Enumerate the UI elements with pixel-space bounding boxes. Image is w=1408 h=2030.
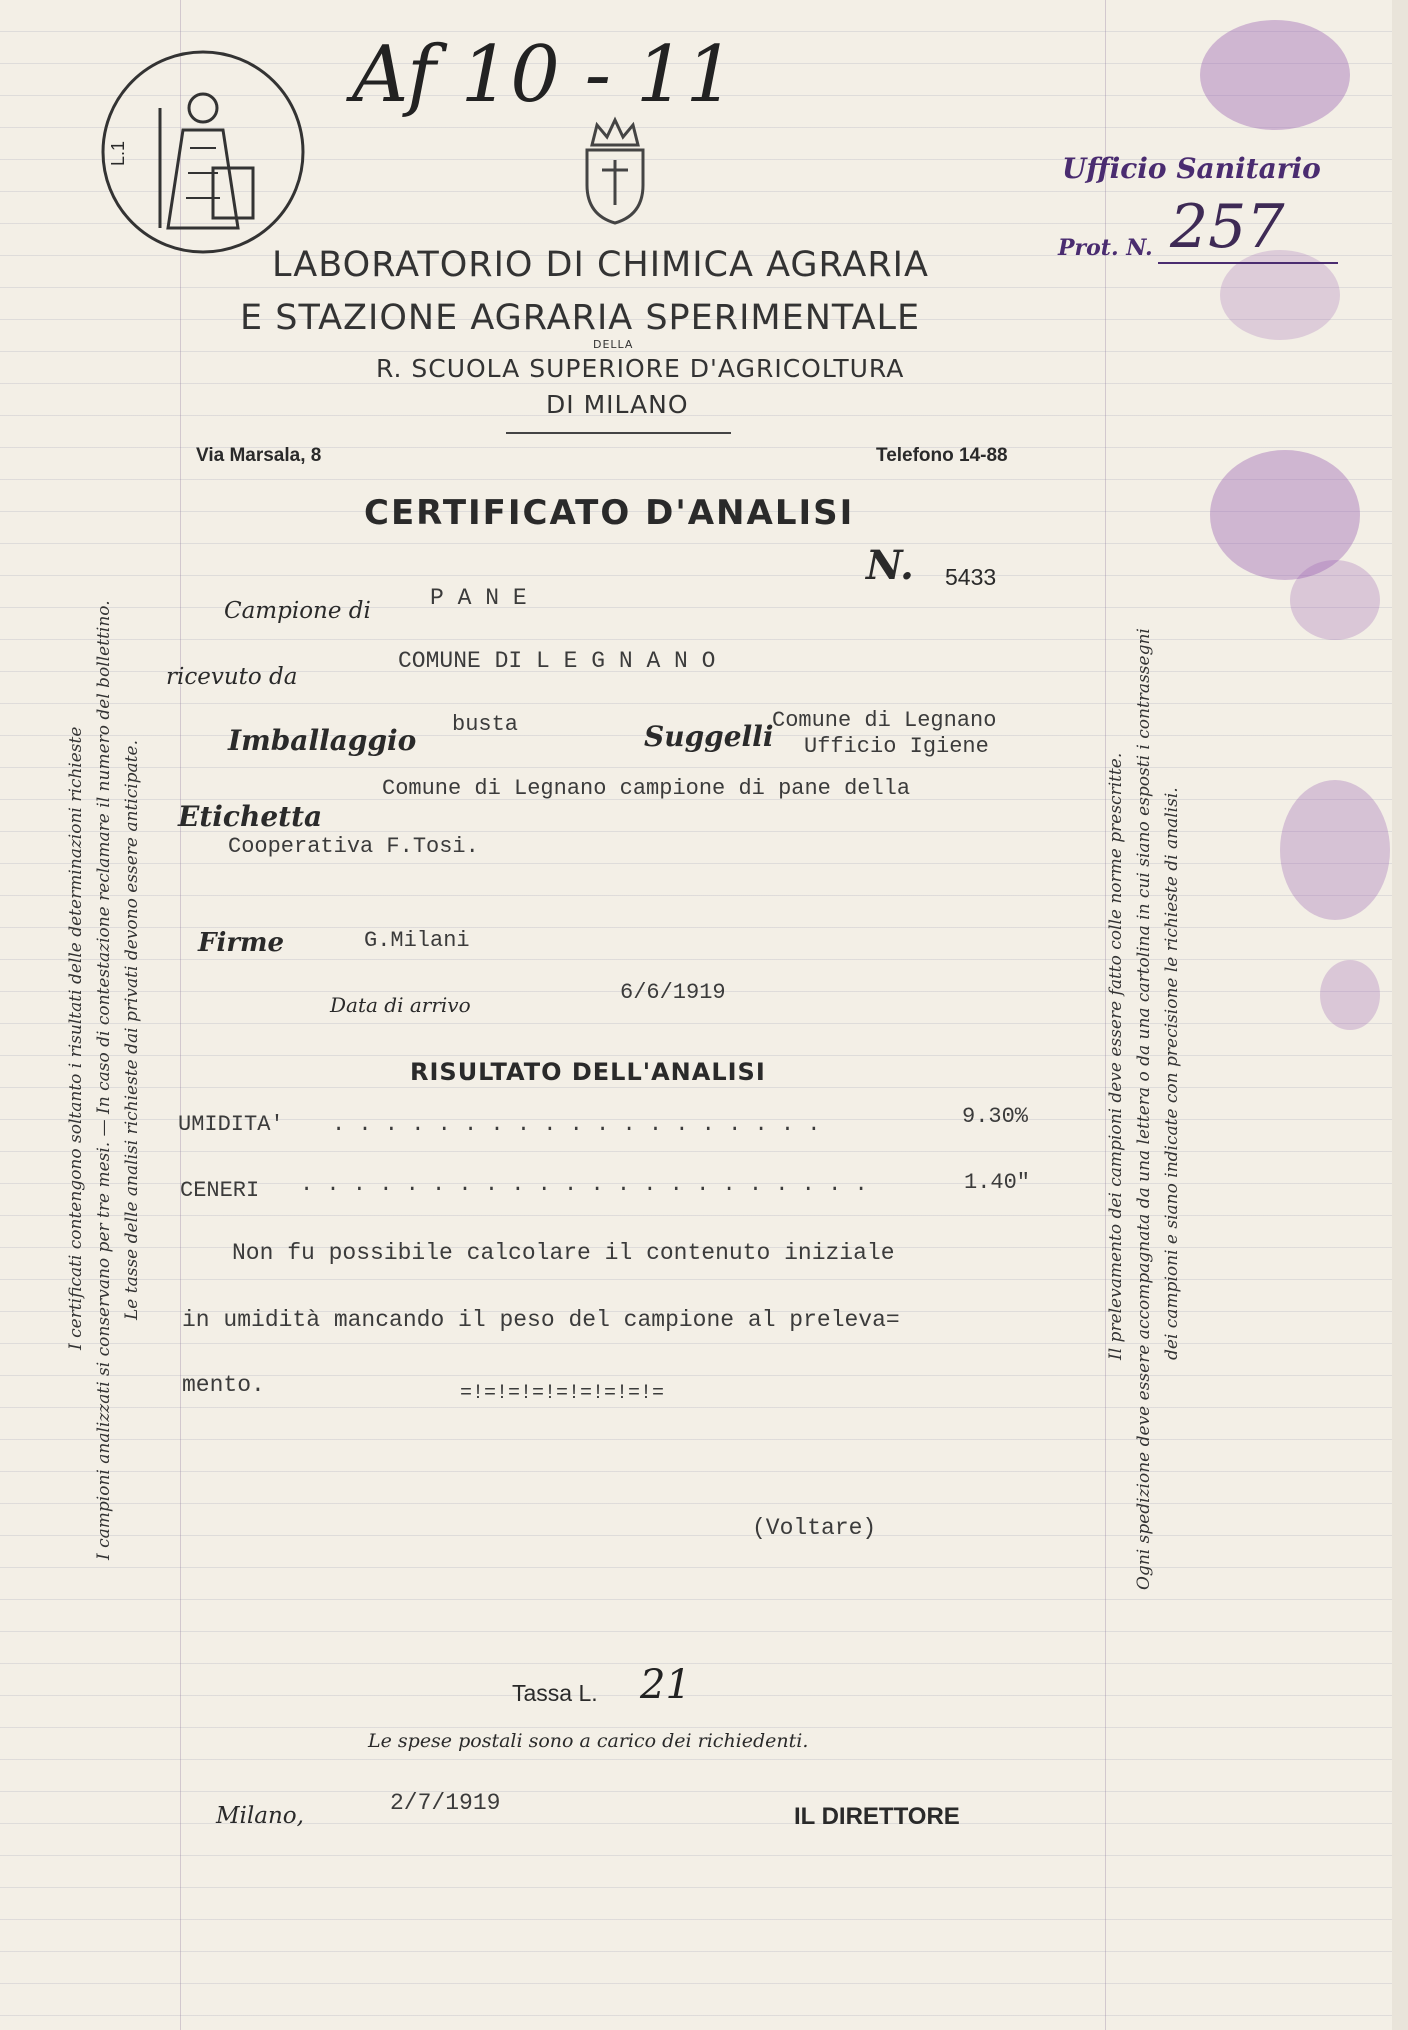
header-line-5: DI MILANO bbox=[546, 390, 689, 419]
firme-value: G.Milani bbox=[364, 928, 470, 953]
left-margin-rule bbox=[180, 0, 181, 2030]
address: Via Marsala, 8 bbox=[196, 445, 322, 466]
imballaggio-label: Imballaggio bbox=[228, 724, 417, 757]
data-arrivo-label: Data di arrivo bbox=[330, 993, 471, 1017]
etichetta-value-1: Comune di Legnano campione di pane della bbox=[382, 776, 911, 801]
note-line-3: mento. bbox=[182, 1372, 265, 1398]
umidita-dots: . . . . . . . . . . . . . . . . . . . bbox=[332, 1112, 821, 1137]
ceneri-value: 1.40" bbox=[964, 1170, 1031, 1195]
ricevuto-value: COMUNE DI L E G N A N O bbox=[398, 648, 716, 674]
left-margin-note-3: Le tasse delle analisi richieste dai privati devono essere anticipate. bbox=[122, 740, 142, 1320]
phone: Telefono 14-88 bbox=[876, 445, 1008, 466]
right-margin-note-3: dei campioni e siano indicate con precisione le richieste di analisi. bbox=[1162, 787, 1182, 1360]
certificate-number: 5433 bbox=[945, 564, 997, 590]
header-divider bbox=[506, 432, 731, 434]
protocol-label: Prot. N. bbox=[1058, 235, 1153, 261]
left-margin-note-1: I certificati contengono soltanto i risultati delle determinazioni richieste bbox=[66, 726, 86, 1350]
postal-note: Le spese postali sono a carico dei richiedenti. bbox=[368, 1730, 809, 1752]
campione-value: P A N E bbox=[430, 585, 527, 611]
note-line-1: Non fu possibile calcolare il contenuto iniziale bbox=[232, 1240, 895, 1266]
ceneri-dots: . . . . . . . . . . . . . . . . . . . . . . bbox=[300, 1172, 868, 1197]
right-margin-note-2: Ogni spedizione deve essere accompagnata da una lettera o da una cartolina in cui siano esposti i contrassegni bbox=[1134, 628, 1154, 1590]
etichetta-label: Etichetta bbox=[178, 800, 323, 833]
header-line-2: E STAZIONE AGRARIA SPERIMENTALE bbox=[240, 298, 921, 338]
office-stamp-label: Ufficio Sanitario bbox=[1062, 152, 1321, 185]
right-margin-note-1: Il prelevamento dei campioni deve essere fatto colle norme prescritte. bbox=[1106, 752, 1126, 1360]
note-line-2: in umidità mancando il peso del campione al preleva= bbox=[182, 1307, 900, 1333]
stamp-label: L.1 bbox=[108, 140, 129, 167]
coat-of-arms bbox=[572, 115, 658, 230]
header-della: DELLA bbox=[593, 338, 634, 351]
tassa-label: Tassa L. bbox=[512, 1680, 598, 1706]
umidita-value: 9.30% bbox=[962, 1104, 1029, 1129]
header-line-1: LABORATORIO DI CHIMICA AGRARIA bbox=[272, 245, 929, 285]
ricevuto-label: ricevuto da bbox=[166, 664, 298, 690]
crown-icon bbox=[572, 115, 658, 225]
ceneri-label: CENERI bbox=[180, 1178, 260, 1203]
separator: =!=!=!=!=!=!=!=!= bbox=[460, 1382, 665, 1405]
italia-figure-icon bbox=[98, 48, 308, 256]
suggelli-label: Suggelli bbox=[644, 720, 774, 753]
tassa-value: 21 bbox=[640, 1662, 691, 1708]
header-line-4: R. SCUOLA SUPERIORE D'AGRICOLTURA bbox=[376, 354, 905, 383]
imballaggio-value: busta bbox=[452, 712, 519, 737]
suggelli-value-1: Comune di Legnano bbox=[772, 708, 997, 733]
protocol-number: 257 bbox=[1170, 192, 1285, 262]
firme-label: Firme bbox=[198, 928, 285, 958]
suggelli-value-2: Ufficio Igiene bbox=[804, 734, 989, 759]
footer-date: 2/7/1919 bbox=[390, 1790, 501, 1816]
director-label: IL DIRETTORE bbox=[794, 1803, 960, 1830]
umidita-label: UMIDITA' bbox=[178, 1112, 284, 1137]
voltare-note: (Voltare) bbox=[752, 1515, 877, 1541]
result-title: RISULTATO DELL'ANALISI bbox=[410, 1058, 766, 1086]
emblem-seal bbox=[98, 48, 308, 256]
certificate-n-label: N. bbox=[866, 542, 914, 589]
handwritten-reference: Af 10 - 11 bbox=[352, 30, 736, 120]
certificate-title: CERTIFICATO D'ANALISI bbox=[364, 493, 855, 533]
etichetta-value-2: Cooperativa F.Tosi. bbox=[228, 834, 479, 859]
campione-label: Campione di bbox=[224, 598, 371, 624]
data-arrivo-value: 6/6/1919 bbox=[620, 980, 726, 1005]
left-margin-note-2: I campioni analizzati si conservano per tre mesi. — In caso di contestazione reclamare il numero del bollettino. bbox=[94, 600, 114, 1560]
protocol-underline bbox=[1158, 262, 1338, 264]
footer-place: Milano, bbox=[216, 1803, 304, 1829]
